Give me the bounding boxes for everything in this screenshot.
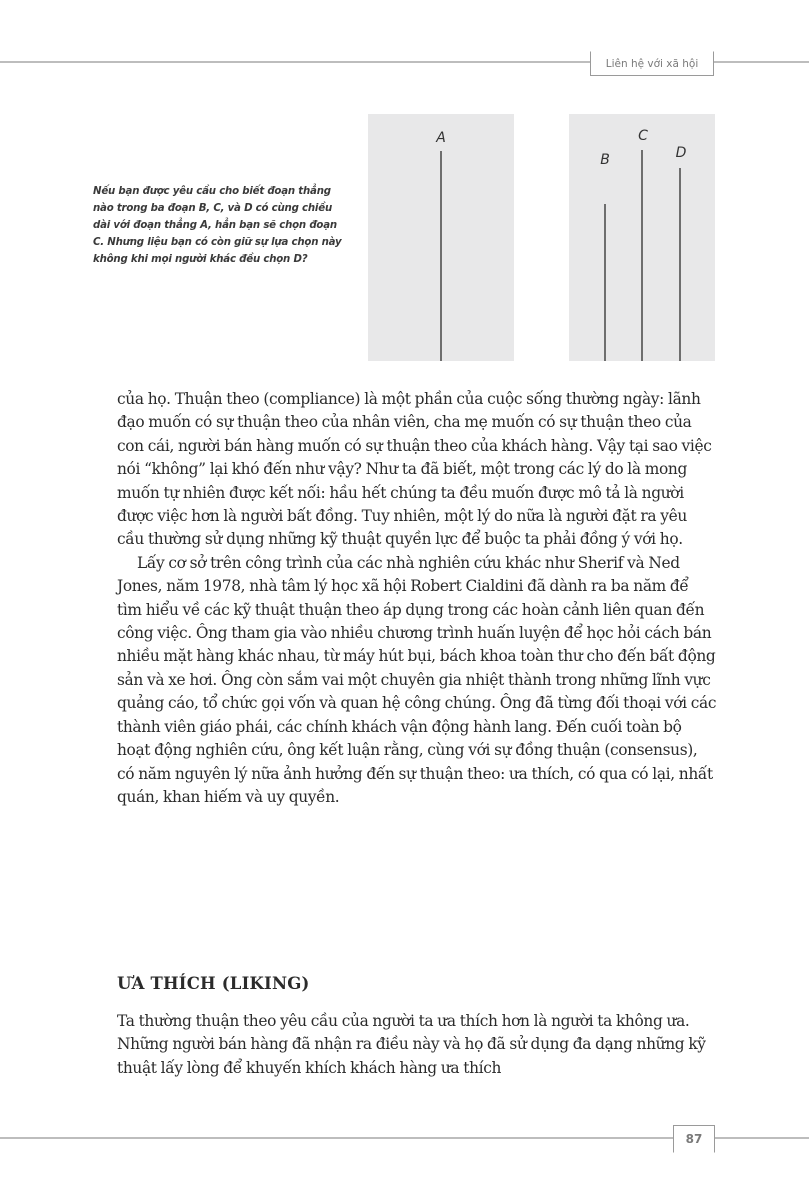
body-text-block-1 <box>117 388 717 809</box>
line-label-d: D <box>675 145 687 161</box>
section-heading: ƯA THÍCH (LIKING) <box>117 974 310 993</box>
paragraph: của họ. Thuận theo (compliance) là một phần của cuộc sống thường ngày: lãnh đạo muốn có sự thuận theo của nhân viên, cha mẹ muốn có sự thuận theo của con cái, người bán hàng muốn có sự thuận theo của khách hàng. Vậy tại sao việc nói “không” lại khó đến như vậy? Như ta đã biết, một trong các lý do là mong muốn tự nhiên được kết nối: hầu hết chúng ta đều muốn được mô tả là người được việc hơn là người bất đồng. Tuy nhiên, một lý do nữa là người đặt ra yêu cầu thường sử dụng những kỹ thuật quyền lực để buộc ta phải đồng ý với họ. <box>117 390 712 549</box>
line-segment-c <box>641 150 643 361</box>
line-label-c: C <box>638 128 648 144</box>
header-rule-right <box>714 61 809 63</box>
paragraph: Lấy cơ sở trên công trình của các nhà nghiên cứu khác như Sherif và Ned Jones, năm 1978, nhà tâm lý học xã hội Robert Cialdini đã dành ra ba năm để tìm hiểu về các kỹ thuật thuận theo áp dụng trong các hoàn cảnh liên quan đến công việc. Ông tham gia vào nhiều chương trình huấn luyện để học hỏi cách bán nhiều mặt hàng khác nhau, từ máy hút bụi, bách khoa toàn thư cho đến bất động sản và xe hơi. Ông còn sắm vai một chuyên gia nhiệt thành trong những lĩnh vực quảng cáo, tổ chức gọi vốn và quan hệ công chúng. Ông đã từng đối thoại với các thành viên giáo phái, các chính khách vận động hành lang. Đến cuối toàn bộ hoạt động nghiên cứu, ông kết luận rằng, cùng với sự đồng thuận (consensus), có năm nguyên lý nữa ảnh hưởng đến sự thuận theo: ưa thích, có qua có lại, nhất quán, khan hiếm và uy quyền. <box>117 553 717 806</box>
running-title <box>590 51 714 76</box>
figure-panel-comparison <box>569 114 715 361</box>
line-segment-b <box>604 204 606 361</box>
running-title-text: Liên hệ với xã hội <box>605 57 699 70</box>
footer-rule-right <box>714 1137 809 1139</box>
figure-panel-reference <box>368 114 514 361</box>
figure-caption: Nếu bạn được yêu cầu cho biết đoạn thẳng nào trong ba đoạn B, C, và D có cùng chiều dài với đoạn thẳng A, hẳn bạn sẽ chọn đoạn C. Nhưng liệu bạn có còn giữ sự lựa chọn này không khi mọi người khác đều chọn D? <box>93 186 342 265</box>
line-segment-a <box>440 151 442 361</box>
footer-rule-left <box>0 1137 674 1139</box>
header-rule-left <box>0 61 591 63</box>
page-number <box>673 1125 715 1153</box>
line-label-a: A <box>436 130 446 146</box>
line-segment-d <box>679 168 681 361</box>
line-label-b: B <box>600 152 610 168</box>
page-number-text: 87 <box>685 1132 703 1146</box>
body-text-block-2 <box>117 1010 717 1080</box>
paragraph: Ta thường thuận theo yêu cầu của người ta ưa thích hơn là người ta không ưa. Những người bán hàng đã nhận ra điều này và họ đã sử dụng đa dạng những kỹ thuật lấy lòng để khuyến khích khách hàng ưa thích <box>117 1012 706 1077</box>
